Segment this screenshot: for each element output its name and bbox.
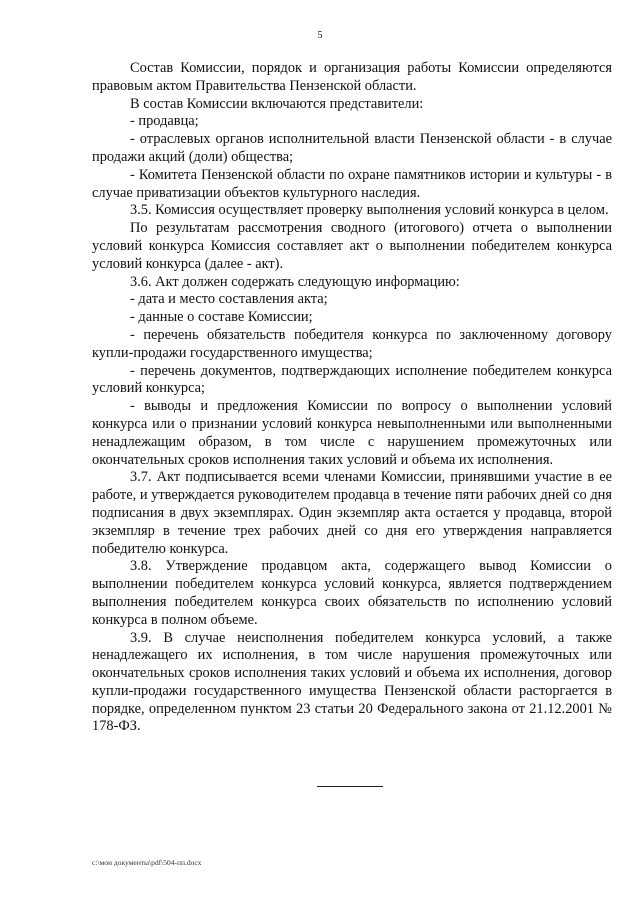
end-divider-line bbox=[317, 786, 383, 787]
list-item-sectoral-bodies: - отраслевых органов исполнительной власти Пензенской области - в случае продажи акций (доли) общества; bbox=[92, 131, 612, 165]
paragraph-3-9: 3.9. В случае неисполнения победителем конкурса условий, а также ненадлежащего их исполнения, в том числе нарушения промежуточных или окончательных сроков исполнения таких условий и объема их исполнения, договор купли-продажи государственного имущества Пензенской области расторгается в порядке, определенном пунктом 23 статьи 20 Федерального закона от 21.12.2001 № 178-ФЗ. bbox=[92, 629, 612, 735]
list-item-commission-data: - данные о составе Комиссии; bbox=[130, 309, 313, 326]
list-item-monuments-committee: - Комитета Пензенской области по охране памятников истории и культуры - в случае приватизации объектов культурного наследия. bbox=[92, 166, 612, 201]
paragraph-3-5: 3.5. Комиссия осуществляет проверку выполнения условий конкурса в целом. bbox=[130, 202, 609, 219]
list-item-obligations: - перечень обязательств победителя конкурса по заключенному договору купли-продажи государственного имущества; bbox=[92, 326, 612, 361]
list-item-documents: - перечень документов, подтверждающих исполнение победителем конкурса условий конкурса; bbox=[92, 362, 612, 397]
footer-file-path: c:\мои документы\pdf\504-пп.docx bbox=[92, 858, 202, 867]
paragraph-3-5-act: По результатам рассмотрения сводного (итогового) отчета о выполнении условий конкурса Комиссия составляет акт о выполнении победителем конкурса условий конкурса (далее - акт). bbox=[92, 220, 612, 272]
paragraph-3-6: 3.6. Акт должен содержать следующую информацию: bbox=[130, 273, 460, 290]
paragraph-commission-composition: Состав Комиссии, порядок и организация работы Комиссии определяются правовым актом Правительства Пензенской области. bbox=[92, 60, 612, 94]
paragraph-3-7: 3.7. Акт подписывается всеми членами Комиссии, принявшими участие в ее работе, и утверждается руководителем продавца в течение пяти рабочих дней со дня подписания в двух экземплярах. Один экземпляр акта остается у продавца, второй экземпляр в течение трех рабочих дней со дня его утверждения направляется победителю конкурса. bbox=[92, 469, 612, 557]
page-number: 5 bbox=[317, 30, 323, 41]
list-item-seller: - продавца; bbox=[130, 113, 199, 130]
paragraph-3-8: 3.8. Утверждение продавцом акта, содержащего вывод Комиссии о выполнении победителем конкурса условий конкурса, является подтверждением выполнения победителем конкурса своих обязательств по исполнению условий конкурса в полном объеме. bbox=[92, 558, 612, 628]
document-body bbox=[92, 60, 612, 736]
paragraph-commission-members-intro: В состав Комиссии включаются представители: bbox=[130, 95, 424, 112]
list-item-conclusions: - выводы и предложения Комиссии по вопросу о выполнении условий конкурса или о признании условий конкурса невыполненными или выполненными ненадлежащим образом, в том числе с нарушением промежуточных или окончательных сроков исполнения таких условий и объема их исполнения. bbox=[92, 398, 612, 468]
list-item-date-place: - дата и место составления акта; bbox=[130, 291, 328, 308]
